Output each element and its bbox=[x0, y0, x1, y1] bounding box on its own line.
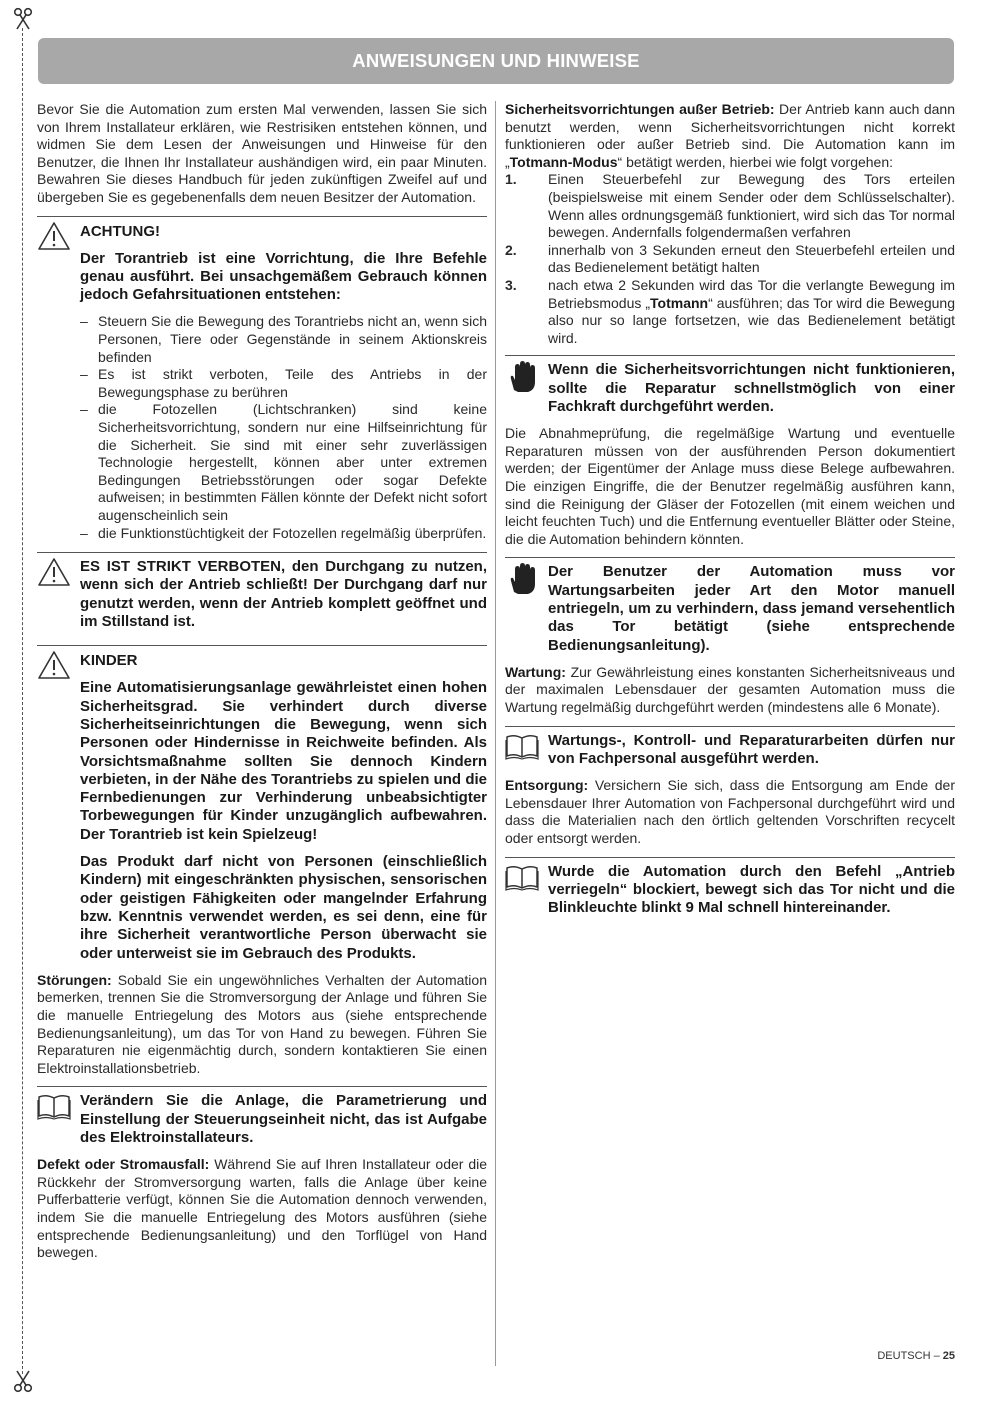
verboten-text: ES IST STRIKT VERBOTEN, den Durchgang zu nutzen, wenn sich der Antrieb schließt! Der Durchgang darf nur genutzt werden, wenn der Antrieb komplett geöffnet und im Stillstand ist. bbox=[80, 558, 487, 631]
wartung-text: Zur Gewährleistung eines konstanten Sicherheitsniveaus und der maximalen Lebensdauer der gesamten Automation muss die Wartung regelmäßig durchgeführt werden (mindestens alle 6 Monate). bbox=[505, 663, 955, 716]
sicherheit-label: Sicherheitsvorrichtungen außer Betrieb: bbox=[505, 101, 775, 117]
footer-language: DEUTSCH – bbox=[877, 1350, 943, 1362]
sicherheit-text-end: “ betätigt werden, hierbei wie folgt vorgehen: bbox=[617, 153, 894, 170]
column-divider bbox=[495, 101, 496, 1366]
sicherheit-paragraph bbox=[505, 101, 955, 171]
kinder-text: Eine Automatisierungsanlage gewährleistet einen hohen Sicherheitsgrad. Sie verhindert durch diverse Sicherheitseinrichtungen die Bewegung, wenn sich Personen oder Hindernisse in Reichweite befinden. Als Vorsichtsmaßnahme sollten Sie dennoch Kindern verbieten, in der Nähe des Torantriebs zu spielen und die Fernbedienungen zur Verhinderung unbeabsichtigter Torbewegungen für Kinder unzugänglich aufbewahren. Der Torantrieb ist kein Spielzeug! bbox=[80, 679, 487, 843]
verboten-block bbox=[37, 552, 487, 631]
manual-book-icon bbox=[505, 862, 539, 892]
scissors-icon bbox=[11, 7, 35, 31]
wartung-label: Wartung: bbox=[505, 663, 566, 680]
cut-line bbox=[22, 28, 23, 1374]
step-text: innerhalb von 3 Sekunden erneut den Steuerbefehl erteilen und das Bedienelement betätigt halten bbox=[548, 241, 955, 276]
book-block-2 bbox=[505, 857, 955, 918]
list-item: – die Fotozellen (Lichtschranken) sind keine Sicherheitsvorrichtung, sondern nur eine Hilfseinrichtung für die Sicherheit. Sie sind mit einer sehr zuverlässigen Technologie hergestellt, können aber unter extremen Bedingungen Betriebsstörungen oder sogar Defekte aufweisen; in bestimmten Fällen könnte der Defekt nicht sofort augenscheinlich sein bbox=[80, 401, 487, 524]
hand-block-2 bbox=[505, 557, 955, 654]
section-header bbox=[38, 38, 954, 84]
defekt-label: Defekt oder Stromausfall: bbox=[37, 1156, 210, 1173]
entsorgung-label: Entsorgung: bbox=[505, 777, 589, 794]
achtung-heading: ACHTUNG! bbox=[80, 222, 160, 240]
intro-paragraph: Bevor Sie die Automation zum ersten Mal verwenden, lassen Sie sich von Ihrem Installateur erklären, wie Restrisiken entstehen können, und widmen Sie dem Lesen der Anweisungen und Hinweise für den Benutzer, die Ihnen Ihr Installateur aushändigen wird, ein paar Minuten. Bewahren Sie dieses Handbuch für jeden zukünftigen Zweifel auf und übergeben Sie es gegebenenfalls dem neuen Besitzer der Automation. bbox=[37, 101, 487, 205]
hand-warning-text-1: Wenn die Sicherheitsvorrichtungen nicht funktionieren, sollte die Reparatur schnellstmöglich von einer Fachkraft durchgeführt werden. bbox=[548, 361, 955, 415]
step-text: Einen Steuerbefehl zur Bewegung des Tors erteilen (beispielsweise mit einem Sender oder dem Schlüsselschalter). Wenn alles ordnungsgemäß funktioniert, wird sich das Tor normal bewegen. Andernfalls folgendermaßen verfahren bbox=[548, 171, 955, 241]
list-item: – Steuern Sie die Bewegung des Torantriebs nicht an, wenn sich Personen, Tiere oder Gegenstände in seinem Aktionskreis befinden bbox=[80, 313, 487, 366]
stoerungen-paragraph bbox=[37, 972, 487, 1078]
page-footer bbox=[877, 1350, 955, 1362]
totmann-term: Totmann bbox=[650, 294, 709, 311]
step-item bbox=[505, 277, 955, 347]
manual-book-icon bbox=[37, 1091, 71, 1121]
book-note-text-1: Wartungs-, Kontroll- und Reparaturarbeiten dürfen nur von Fachpersonal ausgeführt werden. bbox=[548, 731, 955, 767]
achtung-text: Der Torantrieb ist eine Vorrichtung, die Ihre Befehle genau ausführt. Bei unsachgemäßem Gebrauch können jedoch Gefahrsituationen entstehen: bbox=[80, 249, 487, 304]
entsorgung-paragraph bbox=[505, 777, 955, 847]
step-number: 1. bbox=[505, 171, 517, 188]
warning-triangle-icon bbox=[37, 650, 71, 680]
step-text-end: “ ausführen; das Tor wird die Bewegung also nur so lange fortsetzen, wie das Bedienelement betätigt wird. bbox=[548, 294, 955, 346]
entsorgung-text: Versichern Sie sich, dass die Entsorgung am Ende der Lebensdauer Ihrer Automation von Fachpersonal durchgeführt wird und dass die Materialien nach den örtlich geltenden Vorschriften recycelt oder entsorgt werden. bbox=[505, 777, 955, 846]
hand-block-1 bbox=[505, 355, 955, 416]
warning-triangle-icon bbox=[37, 221, 71, 251]
hazard-list bbox=[37, 313, 487, 542]
list-item: – die Funktionstüchtigkeit der Fotozellen regelmäßig überprüfen. bbox=[80, 525, 487, 543]
hand-warning-text-2: Der Benutzer der Automation muss vor Wartungsarbeiten jeder Art den Motor manuell entriegeln, um zu verhindern, dass jemand versehentlich das Tor betätigt (siehe entsprechende Bedienungsanleitung). bbox=[548, 563, 955, 654]
wartung-paragraph bbox=[505, 664, 955, 717]
step-text: nach etwa 2 Sekunden wird das Tor die verlangte Bewegung im Betriebsmodus „ bbox=[548, 276, 955, 311]
book-note-text-2: Wurde die Automation durch den Befehl „Antrieb verriegeln“ blockiert, bewegt sich das Tor nicht und die Blinkleuchte blinkt 9 Mal schnell hintereinander. bbox=[548, 862, 955, 917]
manual-book-icon bbox=[505, 731, 539, 761]
stoerungen-label: Störungen: bbox=[37, 971, 112, 988]
stop-hand-icon bbox=[505, 360, 539, 394]
step-item bbox=[505, 171, 955, 241]
abnahme-paragraph: Die Abnahmeprüfung, die regelmäßige Wartung und eventuelle Reparaturen müssen von der ausführenden Person dokumentiert werden; der Eigentümer der Anlage muss diese Belege aufbewahren. Die einzigen Eingriffe, die der Benutzer regelmäßig ausführen kann, sind die Reinigung der Gläser der Fotozellen (mit einem weichen und leicht feuchten Tuch) und die Entfernung eventueller Blätter oder Steine, die die Automation behindern könnten. bbox=[505, 425, 955, 547]
anlage-text: Verändern Sie die Anlage, die Parametrierung und Einstellung der Steuerungseinheit nicht, das ist Aufgabe des Elektroinstallateurs. bbox=[80, 1092, 487, 1146]
achtung-block bbox=[37, 216, 487, 305]
step-number: 2. bbox=[505, 241, 517, 258]
page-number: 25 bbox=[942, 1350, 955, 1362]
book-block-1 bbox=[505, 726, 955, 769]
kinder-block bbox=[37, 645, 487, 962]
section-title: ANWEISUNGEN UND HINWEISE bbox=[352, 50, 640, 71]
defekt-paragraph bbox=[37, 1156, 487, 1262]
totmann-modus-term: Totmann-Modus bbox=[509, 153, 618, 170]
steps-list bbox=[505, 171, 955, 347]
step-item bbox=[505, 242, 955, 277]
kinder-text-2: Das Produkt darf nicht von Personen (einschließlich Kindern) mit eingeschränkten physischen, sensorischen oder geistigen Fähigkeiten oder mangelnder Erfahrung bzw. Kenntnis verwendet werden, es sei denn, eine für ihre Sicherheit verantwortliche Person überwacht sie oder unterweist sie im Gebrauch des Produkts. bbox=[80, 853, 487, 962]
right-column bbox=[505, 101, 955, 917]
anlage-block bbox=[37, 1086, 487, 1147]
sicherheit-text: Der Antrieb kann auch dann benutzt werden, wenn Sicherheitsvorrichtungen nicht korrekt funktionieren oder außer Betrieb sind. Die Automation kann im „ bbox=[505, 101, 955, 170]
warning-triangle-icon bbox=[37, 557, 71, 587]
list-item: – Es ist strikt verboten, Teile des Antriebs in der Bewegungsphase zu berühren bbox=[80, 366, 487, 401]
scissors-icon bbox=[11, 1369, 35, 1393]
stop-hand-icon bbox=[505, 562, 539, 596]
left-column bbox=[37, 101, 487, 1262]
step-number: 3. bbox=[505, 276, 517, 293]
stoerungen-text: Sobald Sie ein ungewöhnliches Verhalten der Automation bemerken, trennen Sie die Stromversorgung der Anlage und führen Sie die manuelle Entriegelung des Motors aus (siehe entsprechende Bedienungsanleitung), um das Tor von Hand zu bewegen. Führen Sie Reparaturen nie eigenmächtig durch, sondern kontaktieren Sie einen Elektroinstallationsbetrieb. bbox=[37, 971, 487, 1076]
defekt-text: Während Sie auf Ihren Installateur oder die Rückkehr der Stromversorgung warten, falls die Anlage über keine Pufferbatterie verfügt, können Sie die Automation dennoch verwenden, indem Sie die manuelle Entriegelung des Motors ausführen (siehe entsprechende Bedienungsanleitung) und den Torflügel von Hand bewegen. bbox=[37, 1156, 487, 1261]
kinder-heading: KINDER bbox=[80, 652, 138, 670]
